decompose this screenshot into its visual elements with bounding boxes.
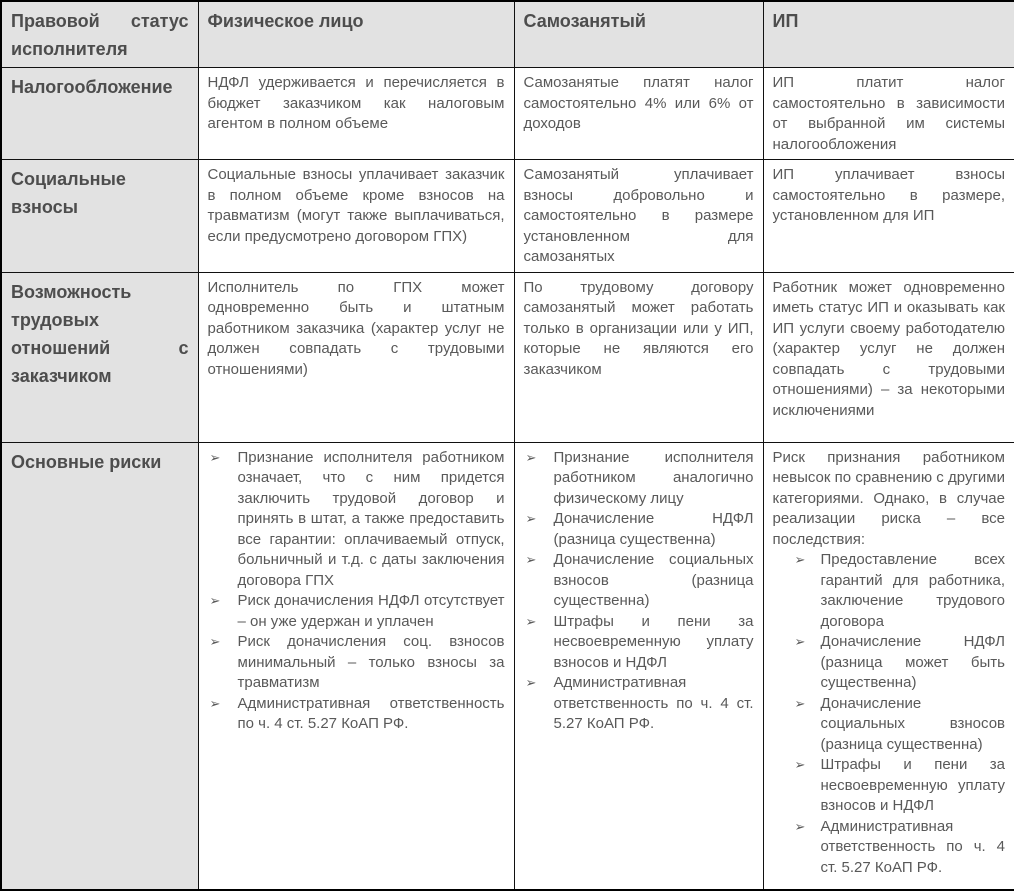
cell-taxation-self-employed: Самозанятые платят налог самостоятельно 4% или 6% от доходов	[514, 68, 763, 160]
header-individual: Физическое лицо	[198, 1, 514, 68]
row-main-risks	[1, 442, 1014, 890]
list-item-text: Доначисление социальных взносов (разница существенна)	[553, 551, 754, 609]
header-ip: ИП	[763, 1, 1014, 68]
cell-social-self-employed: Самозанятый уплачивает взносы добровольно и самостоятельно в размере установленном для самозанятых	[514, 160, 763, 273]
list-item-text: Административная ответственность по ч. 4 ст. 5.27 КоАП РФ.	[553, 674, 754, 732]
list-item	[208, 448, 505, 592]
row-label-labor-relations: Возможность трудовых отношений с заказчиком	[1, 272, 198, 442]
risks-self-employed-list	[524, 448, 754, 735]
arrow-bullet-icon: ➢	[794, 695, 806, 711]
list-item-text: Доначисление НДФЛ (разница существенна)	[553, 510, 754, 548]
risks-ip-intro: Риск признания работником невысок по сравнению с другими категориями. Однако, в случае реализации риска – все последствия:	[772, 448, 1005, 548]
cell-taxation-ip: ИП платит налог самостоятельно в зависимости от выбранной им системы налогообложения	[763, 68, 1014, 160]
list-item	[524, 612, 754, 674]
arrow-bullet-icon: ➢	[794, 634, 806, 649]
arrow-bullet-icon: ➢	[209, 449, 221, 465]
list-item	[208, 591, 505, 632]
list-item-text: Доначисление НДФЛ (разница может быть существенна)	[820, 633, 1005, 691]
list-item	[524, 550, 754, 612]
row-labor-relations	[1, 272, 1014, 442]
cell-labor-individual: Исполнитель по ГПХ может одновременно быть и штатным работником заказчика (характер услуг не должен совпадать с трудовыми отношениями)	[198, 272, 514, 442]
risks-ip-list	[773, 550, 1006, 878]
cell-risks-individual	[198, 442, 514, 890]
header-row	[1, 1, 1014, 68]
cell-social-ip: ИП уплачивает взносы самостоятельно в размере, установленном для ИП	[763, 160, 1014, 273]
arrow-bullet-icon: ➢	[525, 552, 537, 567]
list-item-text: Предоставление всех гарантий для работника, заключение трудового договора	[820, 551, 1005, 630]
cell-labor-ip: Работник может одновременно иметь статус ИП и оказывать как ИП услуги своему работодателю (характер услуг не должен совпадать с трудовыми отношениями) – за некоторыми исключениями	[763, 272, 1014, 442]
list-item	[793, 550, 1006, 632]
cell-risks-ip	[763, 442, 1014, 890]
list-item	[524, 448, 754, 510]
list-item-text: Административная ответственность по ч. 4 ст. 5.27 КоАП РФ.	[820, 817, 1005, 876]
list-item-text: Штрафы и пени за несвоевременную уплату взносов и НДФЛ	[553, 612, 754, 671]
list-item	[524, 509, 754, 550]
header-legal-status: Правовой статус исполнителя	[1, 1, 198, 68]
cell-risks-self-employed	[514, 442, 763, 890]
row-label-social-contributions: Социальные взносы	[1, 160, 198, 273]
cell-labor-self-employed: По трудовому договору самозанятый может работать только в организации или у ИП, которые не являются его заказчиком	[514, 272, 763, 442]
arrow-bullet-icon: ➢	[794, 757, 806, 772]
arrow-bullet-icon: ➢	[525, 511, 537, 526]
list-item-text: Риск доначисления НДФЛ отсутствует – он уже удержан и уплачен	[237, 592, 505, 630]
list-item-text: Признание исполнителя работником аналогично физическому лицу	[553, 448, 754, 507]
list-item	[208, 694, 505, 735]
arrow-bullet-icon: ➢	[209, 695, 221, 711]
arrow-bullet-icon: ➢	[209, 634, 221, 649]
list-item-text: Административная ответственность по ч. 4 ст. 5.27 КоАП РФ.	[237, 694, 505, 732]
arrow-bullet-icon: ➢	[209, 593, 221, 608]
cell-social-individual: Социальные взносы уплачивает заказчик в полном объеме кроме взносов на травматизм (могут также выплачиваться, если предусмотрено договором ГПХ)	[198, 160, 514, 273]
header-self-employed: Самозанятый	[514, 1, 763, 68]
row-social-contributions	[1, 160, 1014, 273]
list-item-text: Доначисление социальных взносов (разница существенна)	[820, 694, 1005, 753]
list-item	[793, 817, 1006, 879]
arrow-bullet-icon: ➢	[794, 552, 806, 567]
arrow-bullet-icon: ➢	[525, 449, 537, 465]
arrow-bullet-icon: ➢	[525, 613, 537, 629]
risks-individual-list	[208, 448, 505, 735]
cell-taxation-individual: НДФЛ удерживается и перечисляется в бюджет заказчиком как налоговым агентом в полном объеме	[198, 68, 514, 160]
list-item-text: Штрафы и пени за несвоевременную уплату взносов и НДФЛ	[820, 756, 1005, 814]
list-item-text: Признание исполнителя работником означает, что с ним придется заключить трудовой договор и принять в штат, а также предоставить все гарантии: оплачиваемый отпуск, больничный и т.д. с даты заключения договора ГПХ	[237, 448, 505, 589]
list-item-text: Риск доначисления соц. взносов минимальный – только взносы за травматизм	[237, 633, 505, 691]
list-item	[524, 673, 754, 735]
row-label-taxation: Налогообложение	[1, 68, 198, 160]
list-item	[208, 632, 505, 694]
list-item	[793, 755, 1006, 817]
list-item	[793, 694, 1006, 756]
row-label-main-risks: Основные риски	[1, 442, 198, 890]
arrow-bullet-icon: ➢	[525, 675, 537, 690]
list-item	[793, 632, 1006, 694]
arrow-bullet-icon: ➢	[794, 818, 806, 834]
row-taxation	[1, 68, 1014, 160]
